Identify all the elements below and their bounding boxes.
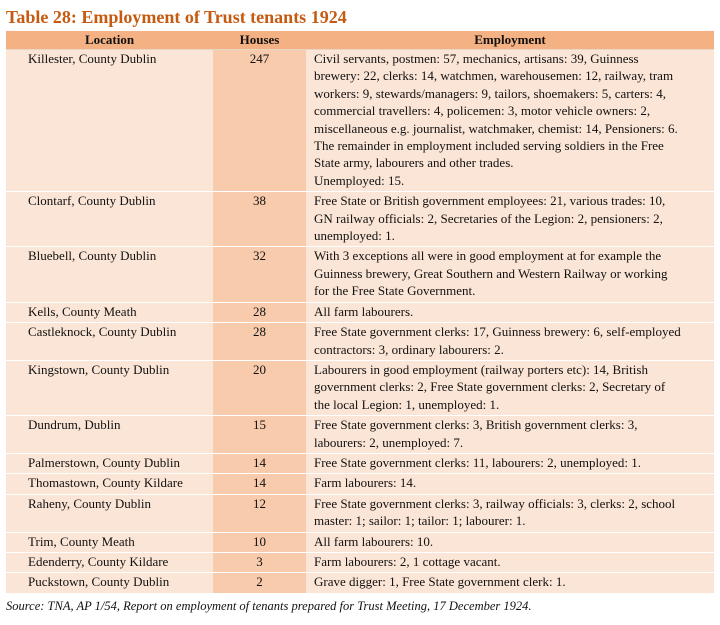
table-row xyxy=(6,532,714,552)
header-houses: Houses xyxy=(213,31,306,50)
employment-line: unemployed: 1. xyxy=(314,228,395,244)
cell-employment xyxy=(306,50,714,192)
cell-houses: 10 xyxy=(213,532,306,552)
cell-employment xyxy=(306,474,714,494)
employment-line: brewery: 22, clerks: 14, watchmen, warehousemen: 12, railway, tram xyxy=(314,68,674,84)
employment-line: labourers: 2, unemployed: 7. xyxy=(314,434,464,450)
employment-line: GN railway officials: 2, Secretaries of the Legion: 2, pensioners: 2, xyxy=(314,210,663,226)
employment-line: With 3 exceptions all were in good employment at for example the xyxy=(314,248,662,264)
employment-line: Unemployed: 15. xyxy=(314,172,405,188)
cell-employment xyxy=(306,302,714,322)
employment-table xyxy=(6,31,714,593)
employment-line: the local Legion: 1, unemployed: 1. xyxy=(314,396,500,412)
header-location: Location xyxy=(6,31,213,50)
cell-employment xyxy=(306,573,714,593)
employment-line: Free State government clerks: 3, British government clerks: 3, xyxy=(314,417,638,433)
table-row xyxy=(6,552,714,572)
table-row xyxy=(6,494,714,532)
employment-line: Free State government clerks: 3, railway officials: 3, clerks: 2, school xyxy=(314,495,676,511)
cell-employment xyxy=(306,453,714,473)
cell-houses: 20 xyxy=(213,360,306,415)
table-row xyxy=(6,50,714,192)
cell-houses: 15 xyxy=(213,416,306,454)
table-row xyxy=(6,302,714,322)
employment-line: Free State or British government employees: 21, various trades: 10, xyxy=(314,193,666,209)
cell-employment xyxy=(306,552,714,572)
cell-houses: 14 xyxy=(213,453,306,473)
header-employment: Employment xyxy=(306,31,714,50)
table-row xyxy=(6,247,714,302)
table-row xyxy=(6,573,714,593)
cell-employment xyxy=(306,360,714,415)
cell-houses: 12 xyxy=(213,494,306,532)
cell-location: Killester, County Dublin xyxy=(6,50,213,192)
employment-line: Free State government clerks: 17, Guinness brewery: 6, self-employed xyxy=(314,324,681,340)
cell-employment xyxy=(306,247,714,302)
table-row xyxy=(6,360,714,415)
employment-line: Farm labourers: 2, 1 cottage vacant. xyxy=(314,553,501,569)
cell-location: Kingstown, County Dublin xyxy=(6,360,213,415)
employment-line: contractors: 3, ordinary labourers: 2. xyxy=(314,341,504,357)
employment-line: master: 1; sailor: 1; tailor: 1; labourer: 1. xyxy=(314,513,526,529)
cell-location: Palmerstown, County Dublin xyxy=(6,453,213,473)
employment-line: commercial travellers: 4, policemen: 3, motor vehicle owners: 2, xyxy=(314,103,651,119)
cell-location: Castleknock, County Dublin xyxy=(6,323,213,361)
employment-line: Grave digger: 1, Free State government clerk: 1. xyxy=(314,574,566,590)
table-row xyxy=(6,192,714,247)
cell-houses: 2 xyxy=(213,573,306,593)
cell-houses: 28 xyxy=(213,302,306,322)
cell-location: Dundrum, Dublin xyxy=(6,416,213,454)
cell-houses: 247 xyxy=(213,50,306,192)
cell-employment xyxy=(306,323,714,361)
cell-location: Clontarf, County Dublin xyxy=(6,192,213,247)
employment-line: miscellaneous e.g. journalist, watchmaker, chemist: 14, Pensioners: 6. xyxy=(314,120,678,136)
cell-houses: 32 xyxy=(213,247,306,302)
cell-location: Edenderry, County Kildare xyxy=(6,552,213,572)
table-row xyxy=(6,453,714,473)
table-title: Table 28: Employment of Trust tenants 1924 xyxy=(6,7,347,27)
table-row xyxy=(6,323,714,361)
table-header-row xyxy=(6,31,714,50)
cell-houses: 38 xyxy=(213,192,306,247)
table-row xyxy=(6,416,714,454)
document-page xyxy=(6,6,714,614)
table-row xyxy=(6,474,714,494)
cell-houses: 3 xyxy=(213,552,306,572)
cell-location: Bluebell, County Dublin xyxy=(6,247,213,302)
source-note: Source: TNA, AP 1/54, Report on employment of tenants prepared for Trust Meeting, 17 December 1924. xyxy=(6,598,532,613)
employment-line: government clerks: 2, Free State government clerks: 2, Secretary of xyxy=(314,379,666,395)
employment-line: Farm labourers: 14. xyxy=(314,475,417,491)
employment-line: Civil servants, postmen: 57, mechanics, artisans: 39, Guinness xyxy=(314,51,639,66)
employment-line: State army, labourers and other trades. xyxy=(314,155,514,171)
cell-location: Puckstown, County Dublin xyxy=(6,573,213,593)
cell-employment xyxy=(306,532,714,552)
cell-houses: 28 xyxy=(213,323,306,361)
employment-line: All farm labourers. xyxy=(314,303,414,319)
cell-location: Raheny, County Dublin xyxy=(6,494,213,532)
cell-employment xyxy=(306,192,714,247)
employment-line: Guinness brewery, Great Southern and Western Railway or working xyxy=(314,265,668,281)
employment-line: Free State government clerks: 11, labourers: 2, unemployed: 1. xyxy=(314,454,641,470)
cell-employment xyxy=(306,494,714,532)
cell-houses: 14 xyxy=(213,474,306,494)
cell-location: Kells, County Meath xyxy=(6,302,213,322)
employment-line: for the Free State Government. xyxy=(314,283,476,299)
cell-employment xyxy=(306,416,714,454)
employment-line: The remainder in employment included serving soldiers in the Free xyxy=(314,138,664,154)
cell-location: Trim, County Meath xyxy=(6,532,213,552)
cell-location: Thomastown, County Kildare xyxy=(6,474,213,494)
employment-line: Labourers in good employment (railway porters etc): 14, British xyxy=(314,361,648,377)
employment-line: workers: 9, stewards/managers: 9, tailors, shoemakers: 5, carters: 4, xyxy=(314,85,666,101)
employment-line: All farm labourers: 10. xyxy=(314,533,434,549)
